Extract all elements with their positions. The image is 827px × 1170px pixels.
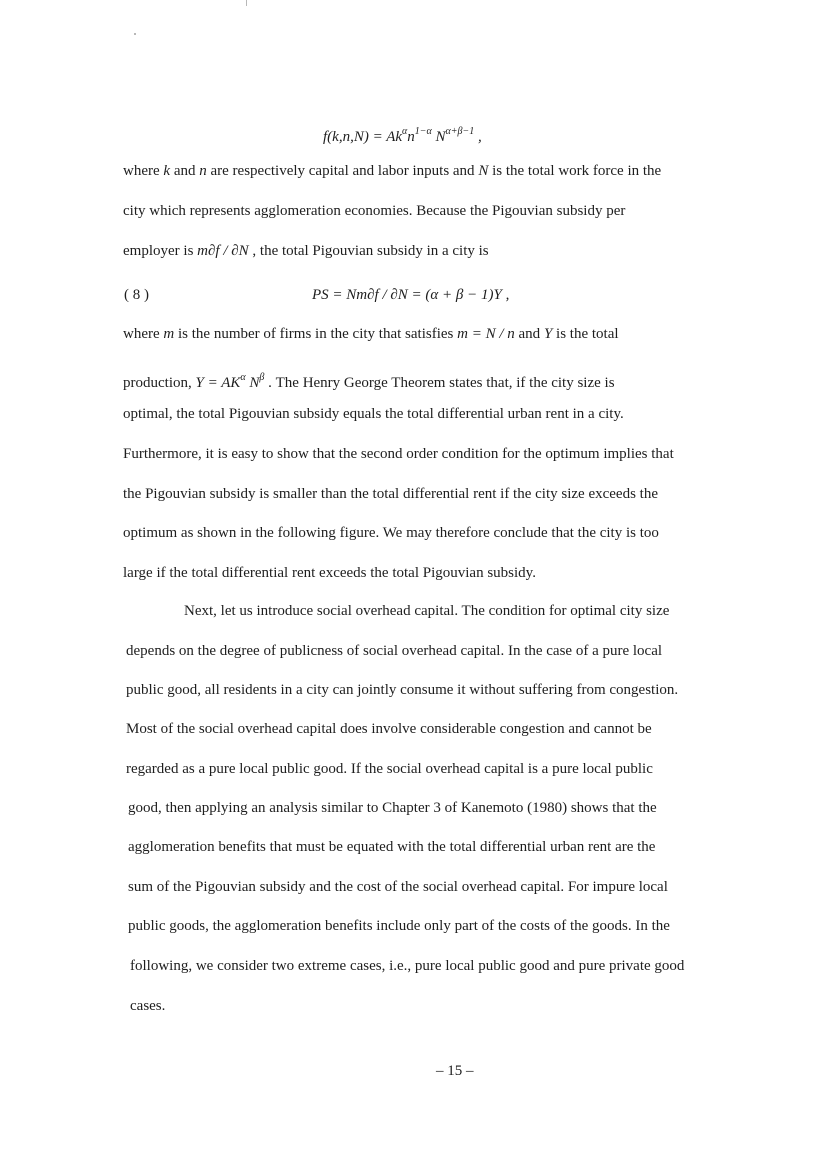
equation-pigouvian-subsidy: PS = Nm∂f / ∂N = (α + β − 1)Y , [312, 287, 510, 303]
text-line: employer is m∂f / ∂N , the total Pigouvian subsidy in a city is [123, 243, 489, 259]
text-line: the Pigouvian subsidy is smaller than the total differential rent if the city size exceeds the [123, 486, 658, 502]
text-line: where m is the number of firms in the city that satisfies m = N / n and Y is the total [123, 326, 619, 342]
equation-number: ( 8 ) [124, 287, 149, 303]
text-line: depends on the degree of publicness of social overhead capital. In the case of a pure local [126, 643, 663, 659]
equation-production-function: $f(k,n,N) = Ak^\alpha n^{1-\alpha}$ $N^{\alpha+\beta-1}$ , [323, 126, 482, 145]
text-line: public good, all residents in a city can jointly consume it without suffering from congestion. [126, 682, 679, 698]
text-line: Furthermore, it is easy to show that the second order condition for the optimum implies that [123, 446, 674, 462]
text-line: production, $Y = AK^\alpha$ $N^\beta$ . The Henry George Theorem states that, if the city size is [123, 372, 615, 391]
text-line: agglomeration benefits that must be equated with the total differential urban rent are the [128, 839, 656, 855]
text-line: cases. [130, 998, 166, 1014]
page-number: – 15 – [436, 1063, 474, 1079]
text-line: optimum as shown in the following figure. We may therefore conclude that the city is too [123, 525, 659, 541]
scan-artifact-dot [134, 33, 136, 35]
text-line: good, then applying an analysis similar to Chapter 3 of Kanemoto (1980) shows that the [128, 800, 657, 816]
text-line: public goods, the agglomeration benefits include only part of the costs of the goods. In the [128, 918, 670, 934]
text-line: where k and n are respectively capital and labor inputs and N is the total work force in the [123, 163, 662, 179]
text-line: city which represents agglomeration economies. Because the Pigouvian subsidy per [123, 203, 626, 219]
text-line: Next, let us introduce social overhead capital. The condition for optimal city size [184, 603, 670, 619]
text-line: following, we consider two extreme cases, i.e., pure local public good and pure private good [130, 958, 685, 974]
text-line: sum of the Pigouvian subsidy and the cost of the social overhead capital. For impure local [128, 879, 668, 895]
text-line: Most of the social overhead capital does involve considerable congestion and cannot be [126, 721, 652, 737]
scan-artifact-top [246, 0, 247, 6]
text-line: optimal, the total Pigouvian subsidy equals the total differential urban rent in a city. [123, 406, 624, 422]
text-line: large if the total differential rent exceeds the total Pigouvian subsidy. [123, 565, 536, 581]
text-line: regarded as a pure local public good. If the social overhead capital is a pure local public [126, 761, 653, 777]
